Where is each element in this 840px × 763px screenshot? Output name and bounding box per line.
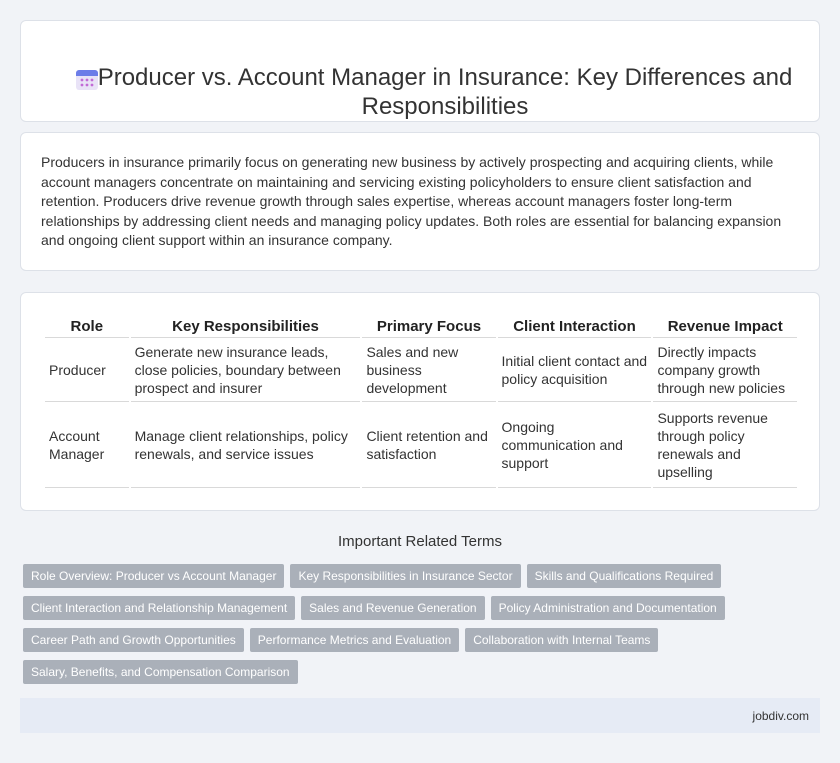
related-terms-list [23, 564, 803, 692]
intro-card [20, 132, 820, 271]
related-term-tag[interactable]: Skills and Qualifications Required [527, 564, 722, 588]
table-cell: Directly impacts company growth through new policies [653, 338, 797, 402]
comparison-table-card [20, 292, 820, 511]
table-cell: Account Manager [45, 402, 129, 488]
related-term-tag[interactable]: Career Path and Growth Opportunities [23, 628, 244, 652]
header-key-responsibilities: Key Responsibilities [131, 316, 361, 338]
table-cell: Producer [45, 338, 129, 402]
related-term-tag[interactable]: Policy Administration and Documentation [491, 596, 725, 620]
footer [20, 698, 820, 733]
table-cell: Initial client contact and policy acquisition [498, 338, 652, 402]
intro-paragraph: Producers in insurance primarily focus on generating new business by actively prospecting and acquiring clients, while account managers concentrate on maintaining and servicing existing policyholders to ensure client satisfaction and retention. Producers drive revenue growth through sales expertise, whereas account managers foster long-term relationships by addressing client needs and managing policy updates. Both roles are essential for balancing expansion and ongoing client support within an insurance company. [41, 154, 782, 248]
table-cell: Client retention and satisfaction [362, 402, 495, 488]
related-term-tag[interactable]: Sales and Revenue Generation [301, 596, 484, 620]
comparison-table [43, 316, 799, 488]
header-primary-focus: Primary Focus [362, 316, 495, 338]
related-term-tag[interactable]: Client Interaction and Relationship Management [23, 596, 295, 620]
related-term-tag[interactable]: Key Responsibilities in Insurance Sector [290, 564, 520, 588]
related-term-tag[interactable]: Role Overview: Producer vs Account Manager [23, 564, 284, 588]
page-title: Producer vs. Account Manager in Insurance: Key Differences and Responsibilities [97, 64, 793, 120]
table-cell: Sales and new business development [362, 338, 495, 402]
table-cell: Supports revenue through policy renewals and upselling [653, 402, 797, 488]
header-role: Role [45, 316, 129, 338]
table-row [45, 402, 797, 488]
related-term-tag[interactable]: Performance Metrics and Evaluation [250, 628, 459, 652]
table-row [45, 338, 797, 402]
table-header-row [45, 316, 797, 338]
related-term-tag[interactable]: Salary, Benefits, and Compensation Comparison [23, 660, 298, 684]
related-terms-title: Important Related Terms [338, 533, 502, 550]
table-cell: Manage client relationships, policy renewals, and service issues [131, 402, 361, 488]
header-revenue-impact: Revenue Impact [653, 316, 797, 338]
footer-site-link[interactable]: jobdiv.com [752, 709, 809, 723]
related-term-tag[interactable]: Collaboration with Internal Teams [465, 628, 658, 652]
table-cell: Generate new insurance leads, close policies, boundary between prospect and insurer [131, 338, 361, 402]
header-client-interaction: Client Interaction [498, 316, 652, 338]
title-card [20, 20, 820, 122]
table-cell: Ongoing communication and support [498, 402, 652, 488]
